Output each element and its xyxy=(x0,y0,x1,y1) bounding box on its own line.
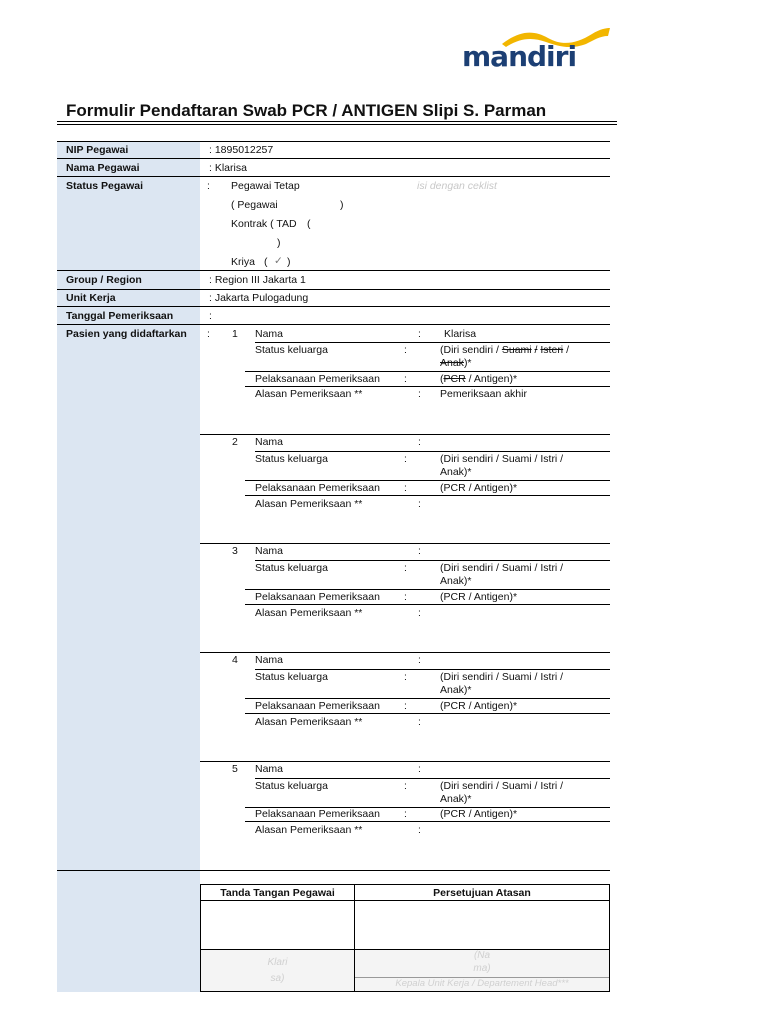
patient-nama-label: Nama xyxy=(255,654,284,666)
patient-status-value[interactable]: (Diri sendiri / Suami / Istri / xyxy=(440,562,564,574)
patient-status-label: Status keluarga xyxy=(255,780,328,792)
patient-nama-colon[interactable]: : xyxy=(418,654,421,666)
nama-pegawai-value[interactable]: : Klarisa xyxy=(209,162,247,174)
patient-pelaksanaan-value[interactable]: (PCR / Antigen)* xyxy=(440,482,518,494)
patient-status-value-2: Anak)* xyxy=(440,684,472,696)
status-colon: : xyxy=(207,180,210,192)
tanggal-label: Tanggal Pemeriksaan xyxy=(66,310,174,322)
patient-pelaksanaan-colon: : xyxy=(404,482,407,494)
status-slash: / xyxy=(566,344,569,356)
kriya-check-icon: ✓ xyxy=(274,255,283,267)
patient-alasan-label: Alasan Pemeriksaan ** xyxy=(255,388,363,400)
patient-status-colon: : xyxy=(404,780,407,792)
patient-pelaksanaan-value[interactable]: (PCR / Antigen)* xyxy=(440,700,518,712)
status-isteri-struck: Isteri xyxy=(540,344,564,356)
signature-approval-box[interactable] xyxy=(355,901,609,949)
status-option-kontrak-open: ( xyxy=(307,218,311,230)
patient-status-label: Status keluarga xyxy=(255,344,328,356)
patient-alasan-colon[interactable]: : xyxy=(418,498,421,510)
patient-status-value[interactable]: (Diri sendiri / Suami / Istri / xyxy=(440,453,564,465)
page-title: Formulir Pendaftaran Swab PCR / ANTIGEN Slipi S. Parman xyxy=(66,101,547,120)
patient-number: 1 xyxy=(232,328,238,340)
status-option-kriya[interactable]: Kriya xyxy=(231,256,255,268)
status-option-kriya-close: ) xyxy=(287,256,291,268)
patient-number: 2 xyxy=(232,436,238,448)
patient-pelaksanaan-label: Pelaksanaan Pemeriksaan xyxy=(255,373,380,385)
approver-name-line2: ma) xyxy=(473,963,491,974)
patient-nama-colon[interactable]: : xyxy=(418,763,421,775)
patient-alasan-colon: : xyxy=(418,388,421,400)
patient-status-colon: : xyxy=(404,562,407,574)
pasien-colon: : xyxy=(207,328,210,340)
patient-nama-colon[interactable]: : xyxy=(418,545,421,557)
patient-nama-label: Nama xyxy=(255,436,284,448)
patient-pelaksanaan-colon: : xyxy=(404,808,407,820)
patient-status-value-2: Anak)* xyxy=(440,466,472,478)
patient-nama-label: Nama xyxy=(255,763,284,775)
unit-kerja-label: Unit Kerja xyxy=(66,292,116,304)
patient-pelaksanaan-value[interactable]: (PCR / Antigen)* xyxy=(440,373,518,385)
patient-alasan-label: Alasan Pemeriksaan ** xyxy=(255,716,363,728)
patient-pelaksanaan-value[interactable]: (PCR / Antigen)* xyxy=(440,808,518,820)
approver-role: Kepala Unit Kerja / Departement Head*** xyxy=(395,978,569,989)
patient-status-label: Status keluarga xyxy=(255,671,328,683)
status-hint: isi dengan ceklist xyxy=(417,180,497,192)
tanggal-value[interactable]: : xyxy=(209,310,212,322)
patient-nama-colon: : xyxy=(418,328,421,340)
patient-alasan-label: Alasan Pemeriksaan ** xyxy=(255,607,363,619)
logo-text: mandiri xyxy=(462,40,577,73)
employee-name-line2: sa) xyxy=(270,973,285,984)
approver-name-line1: (Na xyxy=(473,950,491,961)
patient-pelaksanaan-colon: : xyxy=(404,591,407,603)
group-label: Group / Region xyxy=(66,274,142,286)
patient-nama-label: Nama xyxy=(255,545,284,557)
patient-status-label: Status keluarga xyxy=(255,453,328,465)
status-end: )* xyxy=(463,357,472,369)
status-pegawai-label: Status Pegawai xyxy=(66,180,144,192)
patient-pelaksanaan-colon: : xyxy=(404,700,407,712)
status-option-tetap[interactable]: Pegawai Tetap xyxy=(231,180,300,192)
pasien-label: Pasien yang didaftarkan xyxy=(66,328,187,340)
status-diri: (Diri sendiri / xyxy=(440,344,499,356)
status-option-kriya-open: ( xyxy=(264,256,268,268)
nama-pegawai-label: Nama Pegawai xyxy=(66,162,140,174)
patient-status-value[interactable]: (Diri sendiri / Suami / Istri / xyxy=(440,671,564,683)
patient-nama-value[interactable]: Klarisa xyxy=(444,328,477,340)
patient-status-colon: : xyxy=(404,671,407,683)
patient-status-colon: : xyxy=(404,344,407,356)
patient-pelaksanaan-label: Pelaksanaan Pemeriksaan xyxy=(255,591,380,603)
status-option-kontrak-close: ) xyxy=(277,237,281,249)
label-column xyxy=(57,141,200,992)
patient-alasan-label: Alasan Pemeriksaan ** xyxy=(255,498,363,510)
employee-name-line1: Klari xyxy=(267,957,288,968)
patient-alasan-value[interactable]: Pemeriksaan akhir xyxy=(440,388,527,400)
patient-alasan-colon[interactable]: : xyxy=(418,716,421,728)
signature-employee-box[interactable] xyxy=(201,901,354,949)
patient-alasan-label: Alasan Pemeriksaan ** xyxy=(255,824,363,836)
nip-value[interactable]: : 1895012257 xyxy=(209,144,274,156)
status-option-pegawai[interactable]: ( Pegawai xyxy=(231,199,278,211)
patient-alasan-colon[interactable]: : xyxy=(418,824,421,836)
status-suami-struck: Suami xyxy=(501,344,532,356)
bank-logo xyxy=(462,26,612,74)
signature-employee-header: Tanda Tangan Pegawai xyxy=(220,887,335,899)
patient-number: 5 xyxy=(232,763,238,775)
patient-pelaksanaan-colon: : xyxy=(404,373,407,385)
status-anak-struck: Anak xyxy=(440,357,464,369)
patient-number: 4 xyxy=(232,654,238,666)
unit-kerja-value[interactable]: : Jakarta Pulogadung xyxy=(209,292,309,304)
patient-pelaksanaan-label: Pelaksanaan Pemeriksaan xyxy=(255,482,380,494)
patient-status-value-2: Anak)* xyxy=(440,793,472,805)
patient-pelaksanaan-label: Pelaksanaan Pemeriksaan xyxy=(255,808,380,820)
patient-alasan-colon[interactable]: : xyxy=(418,607,421,619)
patient-nama-colon[interactable]: : xyxy=(418,436,421,448)
patient-pelaksanaan-label: Pelaksanaan Pemeriksaan xyxy=(255,700,380,712)
status-option-kontrak[interactable]: Kontrak ( TAD xyxy=(231,218,297,230)
signature-table xyxy=(200,884,610,992)
patient-status-value[interactable] xyxy=(440,344,569,356)
patient-status-label: Status keluarga xyxy=(255,562,328,574)
patient-nama-label: Nama xyxy=(255,328,284,340)
signature-approval-header: Persetujuan Atasan xyxy=(433,887,531,899)
patient-number: 3 xyxy=(232,545,238,557)
patient-status-value-2 xyxy=(440,357,472,369)
patient-status-value-2: Anak)* xyxy=(440,575,472,587)
status-option-pegawai-close: ) xyxy=(340,199,344,211)
patient-status-colon: : xyxy=(404,453,407,465)
group-value[interactable]: : Region III Jakarta 1 xyxy=(209,274,306,286)
patient-status-value[interactable]: (Diri sendiri / Suami / Istri / xyxy=(440,780,564,792)
pcr-struck: PCR xyxy=(443,373,466,385)
patient-pelaksanaan-value[interactable]: (PCR / Antigen)* xyxy=(440,591,518,603)
pelaksanaan-rest: / Antigen)* xyxy=(468,373,518,385)
nip-label: NIP Pegawai xyxy=(66,144,129,156)
status-slash-struck: / xyxy=(534,344,538,356)
